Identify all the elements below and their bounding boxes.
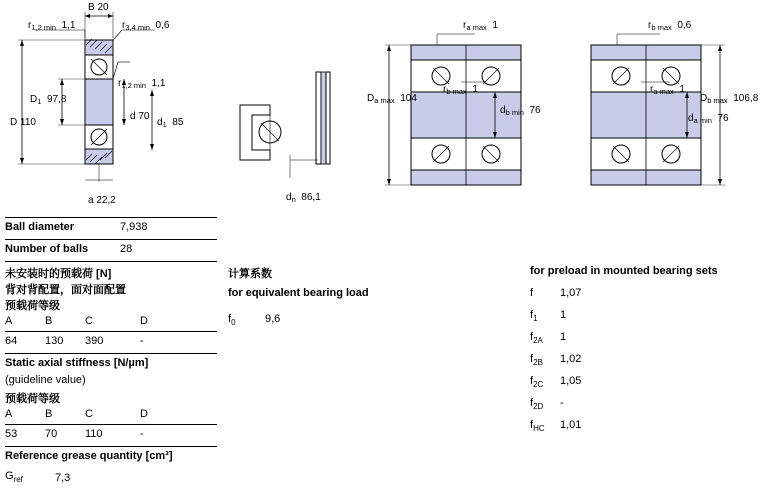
dim-ra-max-left-label: $r_{a max}$ 1 <box>463 20 498 32</box>
dim-r34min-label: $r_{3,4 min}$ 0,6 <box>122 20 170 32</box>
preload-value-B: 130 <box>45 335 64 347</box>
number-of-balls-value: 28 <box>120 243 133 255</box>
stiffness-header-D: D <box>140 408 148 420</box>
preload-mounted-title: for preload in mounted bearing sets <box>530 265 718 277</box>
f-row-label-0: f <box>530 287 534 299</box>
f-row-value-5: - <box>560 397 564 409</box>
stiffness-value-B: 70 <box>45 428 58 440</box>
divider-preload-top <box>5 261 217 262</box>
preload-subtitle: 背对背配置，面对面配置 <box>5 284 126 296</box>
dim-r12min-left-label: $r_{1,2 min}$ 1,1 <box>28 20 76 32</box>
dim-da-min-label: $d_{a min}$ 76 <box>688 113 729 125</box>
divider-preload-values-top <box>5 331 217 332</box>
ball-diameter-value: 7,938 <box>120 221 148 233</box>
calc-factors-title-en: for equivalent bearing load <box>228 287 369 299</box>
preload-header-C: C <box>85 315 93 327</box>
divider-number-balls-top <box>5 239 217 240</box>
preload-value-A: 64 <box>5 335 18 347</box>
dim-B-label: B 20 <box>88 2 109 13</box>
preload-value-C: 390 <box>85 335 104 347</box>
preload-header-D: D <box>140 315 148 327</box>
preload-header-A: A <box>5 315 13 327</box>
f-row-value-2: 1 <box>560 331 567 343</box>
mounted-bearing-left-drawing <box>375 20 575 200</box>
dim-d1-label: $d_1$ 85 <box>157 117 184 129</box>
dim-rb-max-right-label: $r_{b max}$ 0,6 <box>648 20 692 32</box>
calc-factors-title-cn: 计算系数 <box>228 268 272 280</box>
f-row-label-5: $f_{2D}$ <box>530 397 544 412</box>
f-row-value-0: 1,07 <box>560 287 582 299</box>
stiffness-header-A: A <box>5 408 13 420</box>
dim-D1-label: $D_1$ 97,8 <box>30 94 67 106</box>
f0-value: 9,6 <box>265 313 281 325</box>
dim-db-min-label: $d_{b min}$ 76 <box>500 105 541 117</box>
stiffness-value-A: 53 <box>5 428 18 440</box>
f-row-label-3: $f_{2B}$ <box>530 353 543 368</box>
f-row-value-6: 1,01 <box>560 419 582 431</box>
stiffness-value-C: 110 <box>85 428 103 440</box>
stiffness-note: (guideline value) <box>5 374 86 386</box>
stiffness-class-label: 预载荷等级 <box>5 393 60 405</box>
dim-ra-max-right-label: $r_{a max}$ 1 <box>650 84 685 96</box>
dim-r12min-inner-label: $r_{1,2 min}$ 1,1 <box>118 78 166 90</box>
f0-label: $f_0$ <box>228 313 236 328</box>
dim-a-label: a 22,2 <box>88 195 116 206</box>
preload-header-B: B <box>45 315 53 327</box>
f-row-label-1: $f_1$ <box>530 309 538 324</box>
number-of-balls-label: Number of balls <box>5 243 89 255</box>
grease-label: $G_{ref}$ <box>5 470 23 485</box>
preload-title: 未安装时的预载荷 [N] <box>5 268 112 280</box>
divider-stiffness-values-top <box>5 424 217 425</box>
preload-class-label: 预载荷等级 <box>5 300 60 312</box>
preload-value-D: - <box>140 335 144 347</box>
divider-grease-top <box>5 446 217 447</box>
dim-Da-max-label: $D_{a max}$ 104 <box>367 93 417 105</box>
grease-value: 7,3 <box>55 472 71 484</box>
stiffness-header-B: B <box>45 408 53 420</box>
divider-ball-diameter-top <box>5 217 217 218</box>
main-bearing-drawing <box>0 0 250 215</box>
divider-stiffness-top <box>5 353 217 354</box>
mounted-bearing-right-drawing <box>575 20 775 200</box>
dim-D-label: D 110 <box>10 117 36 128</box>
grease-title: Reference grease quantity [cm³] <box>5 450 173 462</box>
f-row-value-4: 1,05 <box>560 375 582 387</box>
f-row-value-3: 1,02 <box>560 353 582 365</box>
stiffness-value-D: - <box>140 428 144 440</box>
small-bearing-drawing <box>230 60 350 200</box>
f-row-label-6: $f_{HC}$ <box>530 419 545 434</box>
dim-dn-label: $d_n$ 86,1 <box>286 192 321 204</box>
dim-d-label: d 70 <box>130 111 150 122</box>
dim-rb-max-left-label: $r_{b max}$ 1 <box>443 84 478 96</box>
stiffness-header-C: C <box>85 408 93 420</box>
ball-diameter-label: Ball diameter <box>5 221 75 233</box>
stiffness-title: Static axial stiffness [N/µm] <box>5 357 149 369</box>
f-row-label-2: $f_{2A}$ <box>530 331 543 346</box>
f-row-value-1: 1 <box>560 309 567 321</box>
f-row-label-4: $f_{2C}$ <box>530 375 544 390</box>
dim-Db-max-label: $D_{b max}$ 106,8 <box>700 93 759 105</box>
